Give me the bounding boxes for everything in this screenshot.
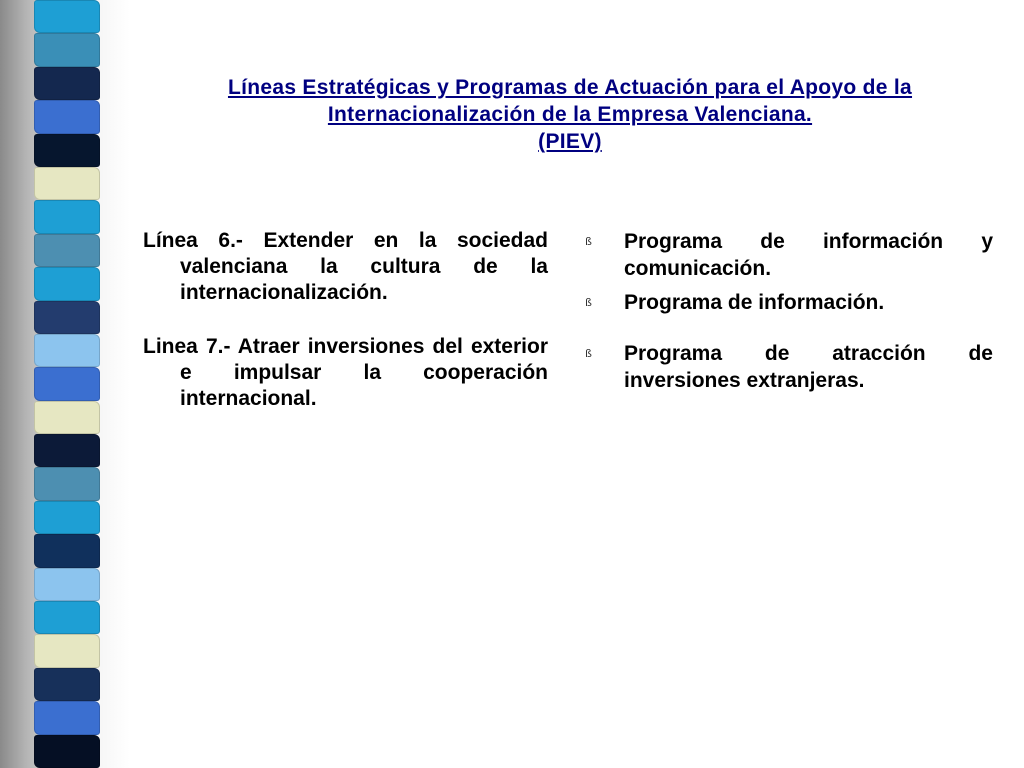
- decorative-strip: [34, 0, 100, 768]
- title-line-1: Líneas Estratégicas y Programas de Actuación para el Apoyo de la: [227, 76, 913, 99]
- strip-block: [34, 267, 100, 300]
- strip-block: [34, 134, 100, 167]
- slide-title: [140, 74, 1000, 155]
- strip-block: [34, 601, 100, 634]
- linea-7-text: Linea 7.- Atraer inversiones del exterior e impulsar la cooperación internacional.: [143, 335, 548, 410]
- programa-text: Programa de información.: [624, 291, 885, 314]
- strip-block: [34, 67, 100, 100]
- strip-block: [34, 401, 100, 434]
- strip-block: [34, 668, 100, 701]
- strip-block: [34, 501, 100, 534]
- strip-block: [34, 467, 100, 500]
- strip-block: [34, 735, 100, 768]
- strip-block: [34, 534, 100, 567]
- strip-block: [34, 334, 100, 367]
- strip-block: [34, 33, 100, 66]
- strip-block: [34, 0, 100, 33]
- strip-block: [34, 568, 100, 601]
- strip-block: [34, 634, 100, 667]
- bullet-icon: ß: [585, 296, 592, 309]
- programa-item: [585, 228, 993, 282]
- programa-item: [585, 340, 993, 394]
- strip-block: [34, 301, 100, 334]
- strip-block: [34, 367, 100, 400]
- strip-block: [34, 434, 100, 467]
- strip-block: [34, 100, 100, 133]
- programa-text: Programa de información y comunicación.: [624, 230, 993, 280]
- strip-block: [34, 234, 100, 267]
- title-line-2: Internacionalización de la Empresa Valenciana.: [327, 103, 813, 126]
- bullet-icon: ß: [585, 235, 592, 248]
- bullet-icon: ß: [585, 347, 592, 360]
- programa-text: Programa de atracción de inversiones extranjeras.: [624, 342, 993, 392]
- strip-block: [34, 167, 100, 200]
- lineas-column: [143, 228, 548, 440]
- strip-block: [34, 701, 100, 734]
- programas-column: [585, 228, 993, 401]
- programa-item: [585, 289, 993, 316]
- linea-6-text: Línea 6.- Extender en la sociedad valenciana la cultura de la internacionalización.: [143, 229, 548, 304]
- strip-block: [34, 200, 100, 233]
- title-line-3: (PIEV): [538, 130, 602, 153]
